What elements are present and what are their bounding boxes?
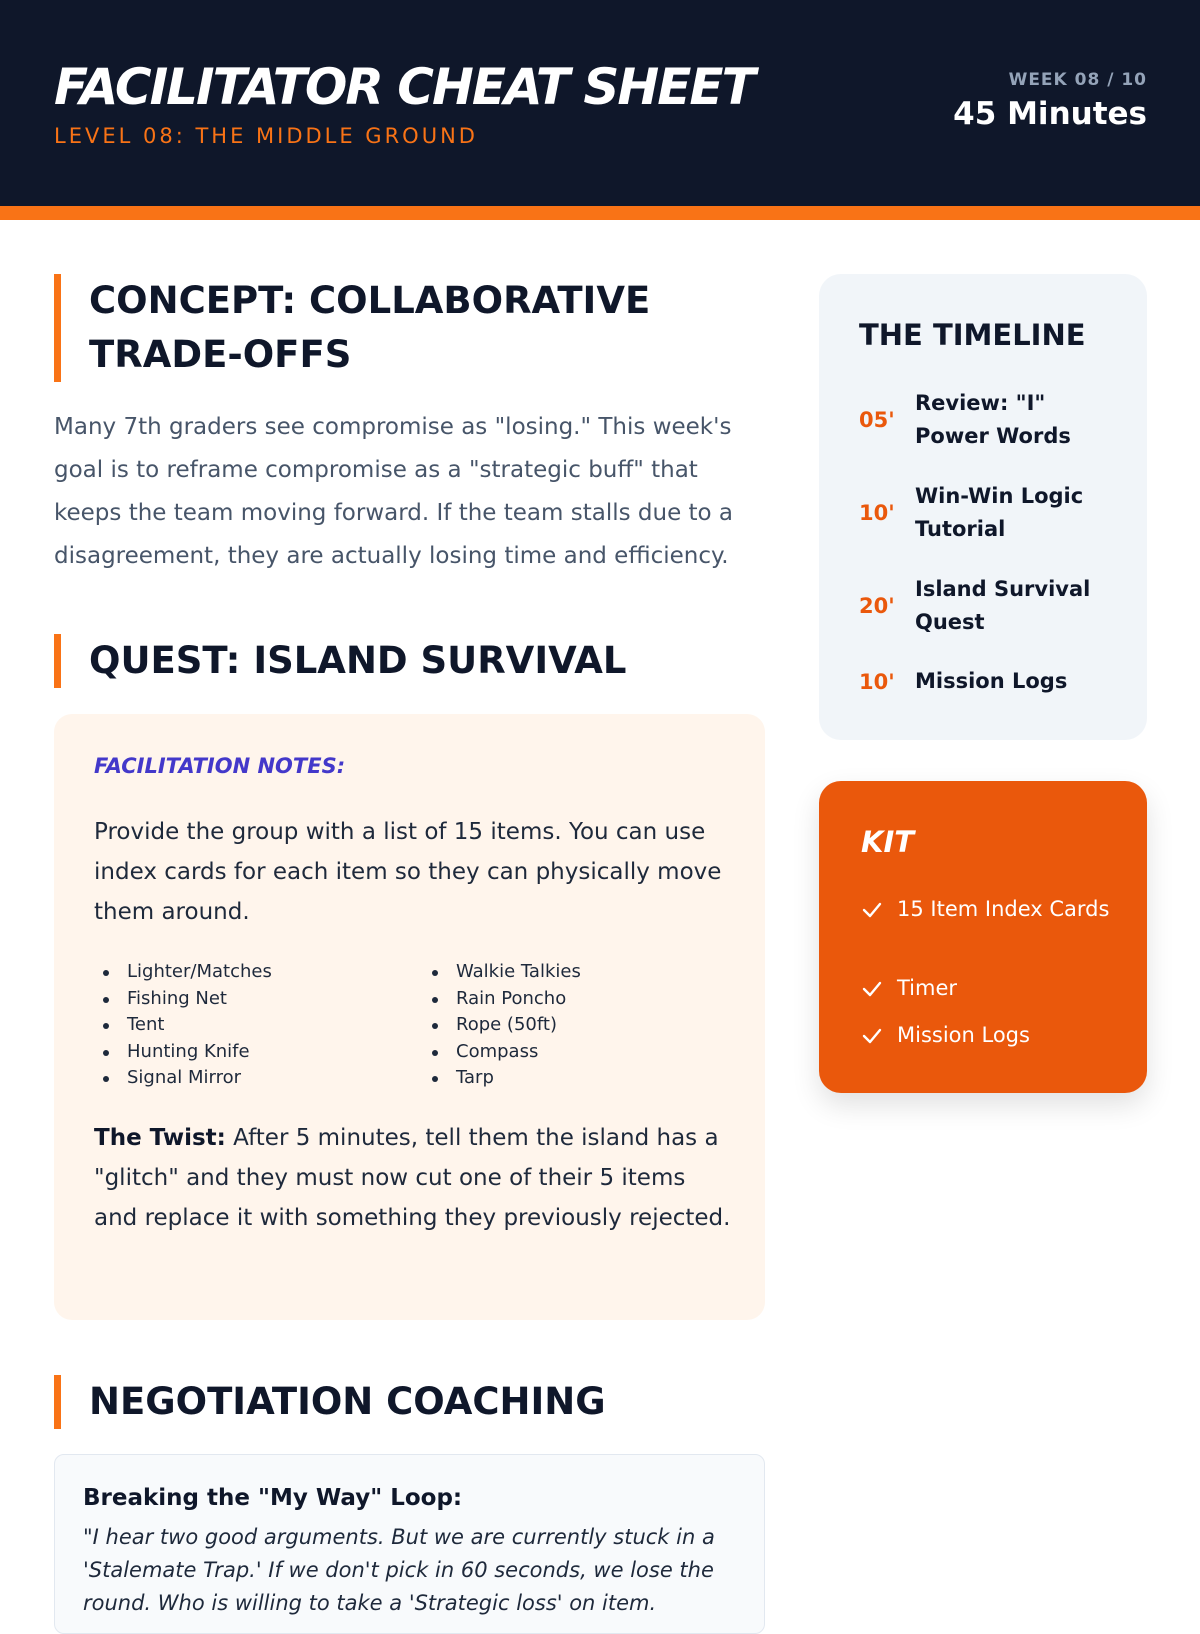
header-banner	[0, 0, 1200, 206]
kit-item	[861, 1019, 1121, 1052]
timeline-row	[859, 387, 1119, 453]
timeline-minutes: 20'	[859, 594, 895, 618]
timeline-minutes: 10'	[859, 669, 895, 694]
timeline-card	[819, 274, 1147, 740]
list-item: Signal Mirror	[94, 1065, 272, 1092]
list-item: Walkie Talkies	[423, 959, 581, 986]
list-item: Rain Poncho	[423, 986, 581, 1013]
check-icon	[861, 979, 897, 999]
list-item: Lighter/Matches	[94, 959, 272, 986]
list-item: Rope (50ft)	[423, 1012, 581, 1039]
timeline-label: Mission Logs	[915, 669, 1068, 693]
timeline-label: Win-Win Logic Tutorial	[915, 484, 1084, 541]
kit-item	[861, 893, 1121, 926]
negotiation-heading: NEGOTIATION COACHING	[54, 1375, 606, 1429]
kit-item-label: Mission Logs	[897, 1023, 1030, 1047]
list-item: Fishing Net	[94, 986, 272, 1013]
timeline-title: THE TIMELINE	[859, 318, 1086, 352]
kit-item-label: 15 Item Index Cards	[897, 897, 1110, 921]
header-accent-bar	[0, 206, 1200, 220]
facilitation-notes-body: Provide the group with a list of 15 items. You can use index cards for each item so they can physically move them around.	[94, 819, 722, 925]
page-title: FACILITATOR CHEAT SHEET	[54, 58, 754, 116]
timeline-row	[859, 480, 1119, 546]
quest-heading: QUEST: ISLAND SURVIVAL	[54, 634, 626, 688]
list-item: Hunting Knife	[94, 1039, 272, 1066]
coaching-quote: "I hear two good arguments. But we are currently stuck in a 'Stalemate Trap.' If we don't pick in 60 seconds, we lose the round. Who is willing to take a 'Strategic loss' on item.	[83, 1525, 715, 1615]
concept-heading: CONCEPT: COLLABORATIVE TRADE-OFFS	[54, 274, 754, 382]
kit-item	[861, 972, 1121, 1005]
session-duration: 45 Minutes	[953, 96, 1147, 132]
concept-paragraph: Many 7th graders see compromise as "losing." This week's goal is to reframe compromise as a "strategic buff" that keeps the team moving forward. If the team stalls due to a disagreement, they are actually losing time and efficiency.	[54, 414, 734, 569]
list-item: Compass	[423, 1039, 581, 1066]
facilitation-notes-card	[54, 714, 765, 1320]
check-icon	[861, 1026, 897, 1046]
coaching-card-title: Breaking the "My Way" Loop:	[83, 1485, 463, 1511]
coaching-card	[54, 1454, 765, 1634]
timeline-minutes: 10'	[859, 501, 895, 525]
list-item: Tent	[94, 1012, 272, 1039]
timeline-row	[859, 665, 1119, 698]
item-list-right	[423, 959, 581, 1092]
week-indicator: WEEK 08 / 10	[1008, 70, 1147, 90]
kit-item-label: Timer	[897, 976, 958, 1000]
kit-title: KIT	[861, 825, 915, 859]
kit-card	[819, 781, 1147, 1093]
facilitation-notes-label: FACILITATION NOTES:	[94, 754, 346, 778]
list-item: Tarp	[423, 1065, 581, 1092]
twist-label: The Twist:	[94, 1125, 226, 1151]
twist-body: After 5 minutes, tell them the island has a "glitch" and they must now cut one of their 5 items and replace it with something they previously rejected.	[94, 1125, 731, 1231]
timeline-label: Review: "I" Power Words	[915, 391, 1071, 448]
timeline-row	[859, 573, 1119, 639]
twist-paragraph	[94, 1118, 734, 1238]
level-subtitle: LEVEL 08: THE MIDDLE GROUND	[54, 124, 478, 148]
check-icon	[861, 900, 897, 920]
item-list-left	[94, 959, 272, 1092]
timeline-label: Island Survival Quest	[915, 577, 1091, 634]
timeline-minutes: 05'	[859, 408, 895, 432]
